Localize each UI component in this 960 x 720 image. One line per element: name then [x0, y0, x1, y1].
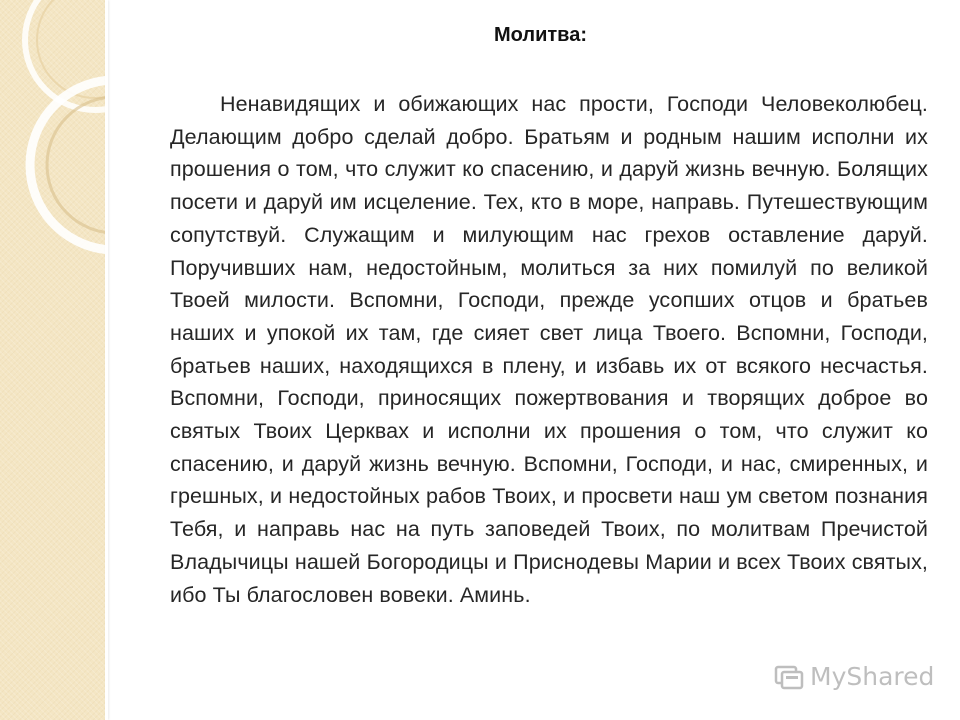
decorative-circle-middle-inner [47, 97, 105, 233]
decorative-circles [0, 0, 105, 720]
decorative-side-panel [0, 0, 105, 720]
myshared-watermark [774, 656, 934, 696]
slide-title: Молитва: [494, 24, 587, 46]
watermark-text: MyShared [810, 661, 935, 691]
panel-divider [105, 0, 108, 720]
myshared-logo-icon [774, 661, 804, 691]
prayer-text: Ненавидящих и обижающих нас прости, Господи Человеколюбец. Делающим добро сделай добро. Братьям и родным нашим исполни их прошения о том, что служит ко спасению, и даруй жизнь вечную. Болящих посети и даруй им исцеление. Тех, кто в море, направь. Путешествующим сопутствуй. Служащим и милующим нас грехов оставление даруй. Поручивших нам, недостойным, молиться за них помилуй по великой Твоей милости. Вспомни, Господи, прежде усопших отцов и братьев наших и упокой их там, где сияет свет лица Твоего. Вспомни, Господи, братьев наших, находящихся в плену, и избавь их от всякого несчастья. Вспомни, Господи, приносящих пожертвования и творящих доброе во святых Твоих Церквах и исполни их прошения о том, что служит ко спасению, и даруй жизнь вечную. Вспомни, Господи, и нас, смиренных, и грешных, и недостойных рабов Твоих, и просвети наш ум светом познания Тебя, и направь нас на путь заповедей Твоих, по молитвам Пречистой Владычицы нашей Богородицы и Приснодевы Марии и всех Твоих святых, ибо Ты благословен вовеки. Аминь. [170, 92, 928, 607]
